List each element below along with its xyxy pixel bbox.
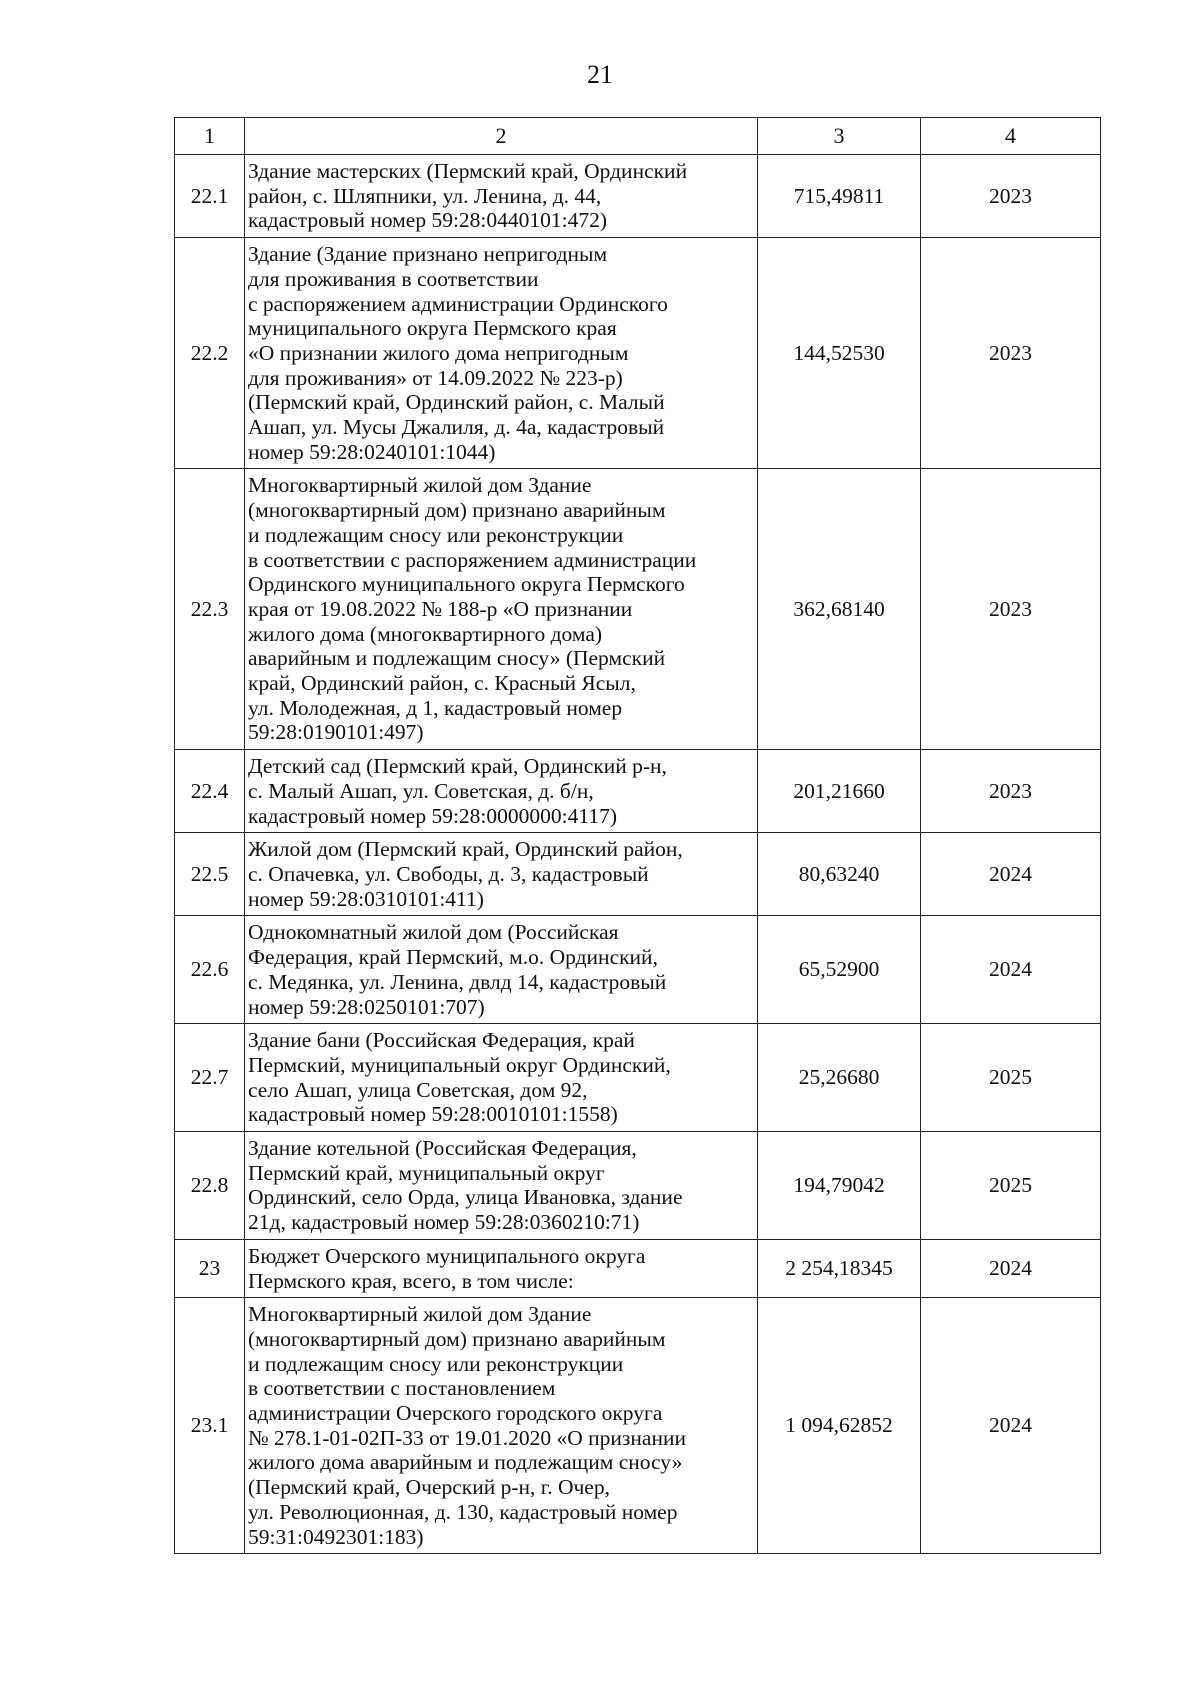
row-description-cell: Здание бани (Российская Федерация, край Пермский, муниципальный округ Ординский, село Ашап, улица Советская, дом 92, кадастровый номер 59:28:0010101:1558): [245, 1024, 758, 1132]
table-row: [175, 1298, 1101, 1554]
row-description-cell: Детский сад (Пермский край, Ординский р-н, с. Малый Ашап, ул. Советская, д. б/н, кадастровый номер 59:28:0000000:4117): [245, 750, 758, 833]
row-year-cell: 2025: [921, 1132, 1101, 1240]
row-number-cell: 22.8: [175, 1132, 245, 1240]
table-row: [175, 155, 1101, 238]
table-row: [175, 916, 1101, 1024]
row-year-cell: 2023: [921, 469, 1101, 750]
row-number-cell: 22.2: [175, 238, 245, 469]
row-year-cell: 2024: [921, 1298, 1101, 1554]
row-year-cell: 2024: [921, 833, 1101, 916]
row-year-cell: 2023: [921, 750, 1101, 833]
row-number-cell: 22.4: [175, 750, 245, 833]
row-description-cell: Бюджет Очерского муниципального округа Пермского края, всего, в том числе:: [245, 1239, 758, 1297]
row-amount-cell: 65,52900: [758, 916, 921, 1024]
table-row: [175, 750, 1101, 833]
table-row: [175, 1024, 1101, 1132]
row-year-cell: 2024: [921, 1239, 1101, 1297]
row-amount-cell: 1 094,62852: [758, 1298, 921, 1554]
row-year-cell: 2023: [921, 155, 1101, 238]
row-description-cell: Здание (Здание признано непригодным для проживания в соответствии с распоряжением администрации Ординского муниципального округа Пермского края «О признании жилого дома непригодным для проживания» от 14.09.2022 № 223-р) (Пермский край, Ординский район, с. Малый Ашап, ул. Мусы Джалиля, д. 4а, кадастровый номер 59:28:0240101:1044): [245, 238, 758, 469]
row-number-cell: 22.7: [175, 1024, 245, 1132]
row-number-cell: 23.1: [175, 1298, 245, 1554]
table-row: [175, 1132, 1101, 1240]
page-number: 21: [587, 60, 613, 89]
row-description-cell: Жилой дом (Пермский край, Ординский район, с. Опачевка, ул. Свободы, д. 3, кадастровый номер 59:28:0310101:411): [245, 833, 758, 916]
row-description-cell: Здание котельной (Российская Федерация, Пермский край, муниципальный округ Ординский, село Орда, улица Ивановка, здание 21д, кадастровый номер 59:28:0360210:71): [245, 1132, 758, 1240]
data-table: [174, 117, 1101, 1554]
row-year-cell: 2023: [921, 238, 1101, 469]
column-header-1: 1: [175, 118, 245, 155]
row-description-cell: Многоквартирный жилой дом Здание (многоквартирный дом) признано аварийным и подлежащим сносу или реконструкции в соответствии с постановлением администрации Очерского городского округа № 278.1-01-02П-33 от 19.01.2020 «О признании жилого дома аварийным и подлежащим сносу» (Пермский край, Очерский р-н, г. Очер, ул. Революционная, д. 130, кадастровый номер 59:31:0492301:183): [245, 1298, 758, 1554]
row-amount-cell: 201,21660: [758, 750, 921, 833]
row-amount-cell: 362,68140: [758, 469, 921, 750]
table-row: [175, 1239, 1101, 1297]
table-row: [175, 469, 1101, 750]
row-amount-cell: 194,79042: [758, 1132, 921, 1240]
row-number-cell: 22.1: [175, 155, 245, 238]
row-amount-cell: 80,63240: [758, 833, 921, 916]
row-number-cell: 23: [175, 1239, 245, 1297]
row-year-cell: 2025: [921, 1024, 1101, 1132]
row-description-cell: Однокомнатный жилой дом (Российская Федерация, край Пермский, м.о. Ординский, с. Медянка, ул. Ленина, двлд 14, кадастровый номер 59:28:0250101:707): [245, 916, 758, 1024]
table-row: [175, 238, 1101, 469]
column-header-4: 4: [921, 118, 1101, 155]
column-header-2: 2: [245, 118, 758, 155]
row-number-cell: 22.6: [175, 916, 245, 1024]
row-amount-cell: 715,49811: [758, 155, 921, 238]
row-description-cell: Здание мастерских (Пермский край, Ординский район, с. Шляпники, ул. Ленина, д. 44, кадастровый номер 59:28:0440101:472): [245, 155, 758, 238]
row-number-cell: 22.3: [175, 469, 245, 750]
row-amount-cell: 144,52530: [758, 238, 921, 469]
table-row: [175, 833, 1101, 916]
row-amount-cell: 25,26680: [758, 1024, 921, 1132]
row-year-cell: 2024: [921, 916, 1101, 1024]
table-header-row: [175, 118, 1101, 155]
row-amount-cell: 2 254,18345: [758, 1239, 921, 1297]
row-description-cell: Многоквартирный жилой дом Здание (многоквартирный дом) признано аварийным и подлежащим сносу или реконструкции в соответствии с распоряжением администрации Ординского муниципального округа Пермского края от 19.08.2022 № 188-р «О признании жилого дома (многоквартирного дома) аварийным и подлежащим сносу» (Пермский край, Ординский район, с. Красный Ясыл, ул. Молодежная, д 1, кадастровый номер 59:28:0190101:497): [245, 469, 758, 750]
column-header-3: 3: [758, 118, 921, 155]
row-number-cell: 22.5: [175, 833, 245, 916]
